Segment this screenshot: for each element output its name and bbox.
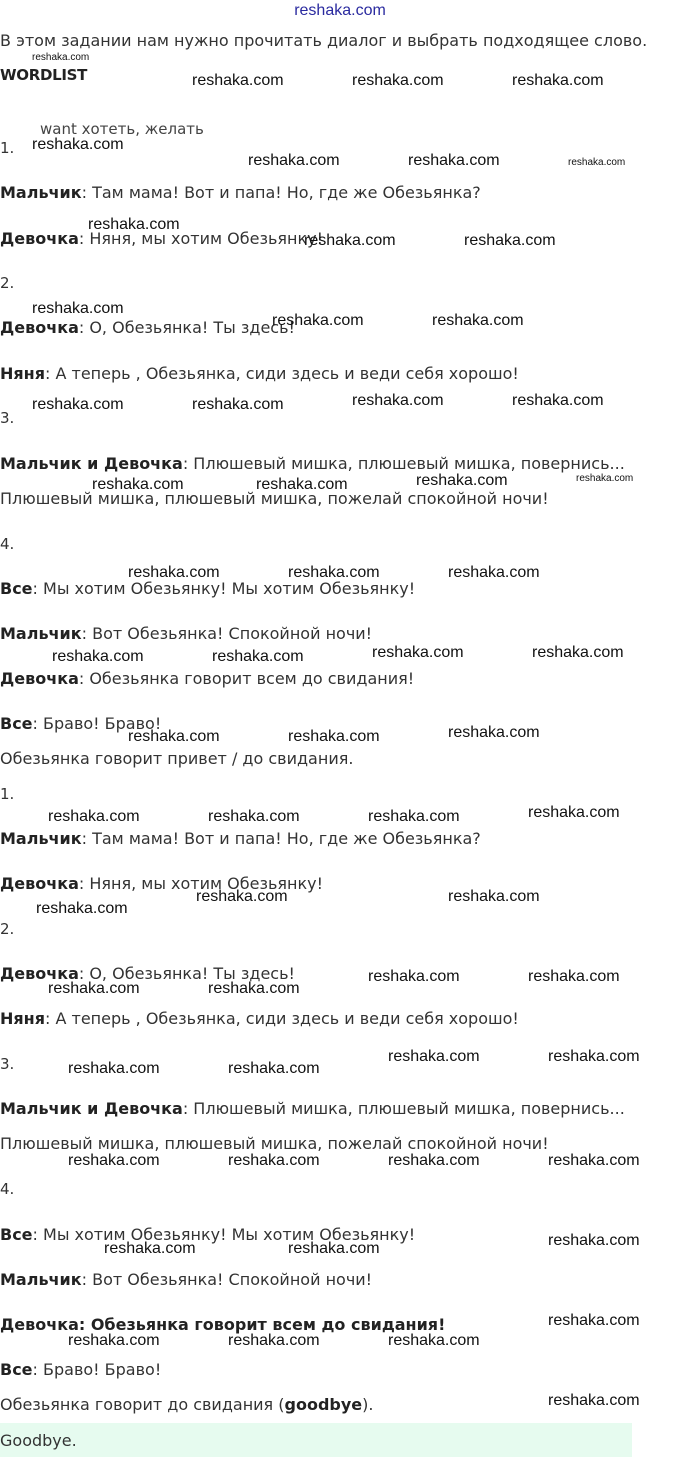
- watermark: reshaka.com: [568, 157, 626, 168]
- watermark: reshaka.com: [352, 392, 444, 409]
- item-number: 3.: [0, 409, 15, 427]
- watermark: reshaka.com: [448, 888, 540, 905]
- dialog-line: Мальчик: Вот Обезьянка! Спокойной ночи!: [0, 624, 373, 643]
- dialog-line-bold: Девочка: Обезьянка говорит всем до свидания!: [0, 1315, 446, 1334]
- watermark: reshaka.com: [448, 724, 540, 741]
- wordlist-title: WORDLIST: [0, 66, 88, 84]
- watermark: reshaka.com: [372, 644, 464, 661]
- watermark: reshaka.com: [32, 396, 124, 413]
- watermark: reshaka.com: [36, 900, 128, 917]
- dialog-line: Мальчик: Там мама! Вот и папа! Но, где же Обезьянка?: [0, 829, 481, 848]
- item-number: 2.: [0, 274, 15, 292]
- dialog-line: Мальчик: Вот Обезьянка! Спокойной ночи!: [0, 1270, 373, 1289]
- watermark: reshaka.com: [192, 396, 284, 413]
- watermark: reshaka.com: [512, 392, 604, 409]
- watermark: reshaka.com: [432, 312, 524, 329]
- watermark: reshaka.com: [576, 473, 634, 484]
- watermark: reshaka.com: [548, 1232, 640, 1249]
- dialog-line: Все: Браво! Браво!: [0, 1360, 162, 1379]
- watermark: reshaka.com: [68, 1152, 160, 1169]
- watermark: reshaka.com: [196, 888, 288, 905]
- dialog-line: Девочка: Няня, мы хотим Обезьянку!: [0, 229, 324, 248]
- task-text: Обезьянка говорит привет / до свидания.: [0, 749, 354, 768]
- dialog-line: Девочка: О, Обезьянка! Ты здесь!: [0, 964, 295, 983]
- item-number: 1.: [0, 139, 15, 157]
- watermark: reshaka.com: [68, 1332, 160, 1349]
- watermark: reshaka.com: [92, 476, 184, 493]
- watermark: reshaka.com: [388, 1332, 480, 1349]
- watermark: reshaka.com: [548, 1392, 640, 1409]
- item-number: 4.: [0, 1180, 15, 1198]
- watermark: reshaka.com: [208, 980, 300, 997]
- watermark: reshaka.com: [104, 1240, 196, 1257]
- watermark: reshaka.com: [228, 1152, 320, 1169]
- dialog-line: Мальчик: Там мама! Вот и папа! Но, где же Обезьянка?: [0, 183, 481, 202]
- item-number: 2.: [0, 920, 15, 938]
- dialog-line: Плюшевый мишка, плюшевый мишка, пожелай спокойной ночи!: [0, 489, 549, 508]
- dialog-line: Няня: А теперь , Обезьянка, сиди здесь и веди себя хорошо!: [0, 1009, 519, 1028]
- watermark: reshaka.com: [464, 232, 556, 249]
- watermark: reshaka.com: [88, 216, 180, 233]
- intro-text: В этом задании нам нужно прочитать диалог и выбрать подходящее слово.: [0, 31, 648, 50]
- watermark: reshaka.com: [32, 52, 90, 63]
- watermark: reshaka.com: [388, 1048, 480, 1065]
- watermark: reshaka.com: [228, 1060, 320, 1077]
- watermark: reshaka.com: [288, 728, 380, 745]
- item-number: 4.: [0, 535, 15, 553]
- watermark: reshaka.com: [548, 1312, 640, 1329]
- item-number: 1.: [0, 785, 15, 803]
- watermark: reshaka.com: [532, 644, 624, 661]
- dialog-line: Девочка: Обезьянка говорит всем до свидания!: [0, 669, 415, 688]
- watermark: reshaka.com: [248, 152, 340, 169]
- dialog-line: Мальчик и Девочка: Плюшевый мишка, плюшевый мишка, повернись...: [0, 454, 625, 473]
- watermark: reshaka.com: [352, 72, 444, 89]
- watermark: reshaka.com: [548, 1048, 640, 1065]
- watermark: reshaka.com: [416, 472, 508, 489]
- dialog-line: Няня: А теперь , Обезьянка, сиди здесь и веди себя хорошо!: [0, 364, 519, 383]
- watermark: reshaka.com: [68, 1060, 160, 1077]
- dialog-line: Плюшевый мишка, плюшевый мишка, пожелай спокойной ночи!: [0, 1134, 549, 1153]
- wordlist-cut-line: want хотеть, желать: [40, 120, 204, 138]
- watermark: reshaka.com: [52, 648, 144, 665]
- dialog-line: Мальчик и Девочка: Плюшевый мишка, плюшевый мишка, повернись...: [0, 1099, 625, 1118]
- watermark: reshaka.com: [32, 300, 124, 317]
- item-number: 3.: [0, 1055, 15, 1073]
- watermark: reshaka.com: [548, 1152, 640, 1169]
- watermark: reshaka.com: [192, 72, 284, 89]
- watermark: reshaka.com: [512, 72, 604, 89]
- watermark: reshaka.com: [256, 476, 348, 493]
- watermark: reshaka.com: [128, 728, 220, 745]
- watermark: reshaka.com: [208, 808, 300, 825]
- final-answer-text: Обезьянка говорит до свидания (goodbye).: [0, 1395, 374, 1414]
- watermark: reshaka.com: [368, 968, 460, 985]
- watermark: reshaka.com: [212, 648, 304, 665]
- watermark: reshaka.com: [304, 232, 396, 249]
- dialog-line: Все: Мы хотим Обезьянку! Мы хотим Обезьянку!: [0, 579, 416, 598]
- watermark: reshaka.com: [128, 564, 220, 581]
- answer-text: Goodbye.: [0, 1431, 77, 1450]
- dialog-line: Все: Браво! Браво!: [0, 714, 162, 733]
- watermark: reshaka.com: [48, 980, 140, 997]
- dialog-line: Девочка: О, Обезьянка! Ты здесь!: [0, 318, 295, 337]
- watermark: reshaka.com: [528, 968, 620, 985]
- dialog-line: Все: Мы хотим Обезьянку! Мы хотим Обезьянку!: [0, 1225, 416, 1244]
- watermark: reshaka.com: [388, 1152, 480, 1169]
- answer-box: [0, 1423, 632, 1457]
- watermark: reshaka.com: [288, 564, 380, 581]
- watermark: reshaka.com: [368, 808, 460, 825]
- watermark: reshaka.com: [32, 136, 124, 153]
- site-link[interactable]: reshaka.com: [294, 2, 386, 19]
- watermark: reshaka.com: [272, 312, 364, 329]
- watermark: reshaka.com: [48, 808, 140, 825]
- watermark: reshaka.com: [228, 1332, 320, 1349]
- watermark: reshaka.com: [448, 564, 540, 581]
- watermark: reshaka.com: [528, 804, 620, 821]
- watermark: reshaka.com: [408, 152, 500, 169]
- dialog-line: Девочка: Няня, мы хотим Обезьянку!: [0, 874, 324, 893]
- watermark: reshaka.com: [288, 1240, 380, 1257]
